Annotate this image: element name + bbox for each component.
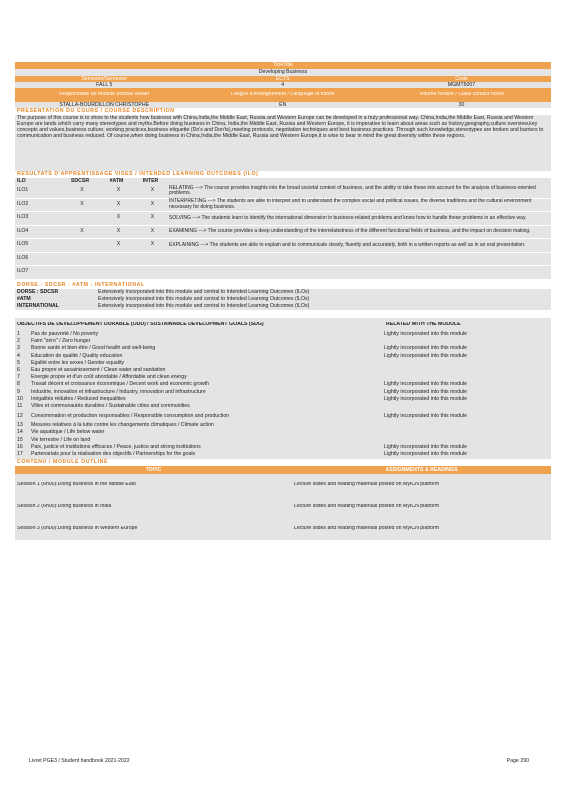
table-row: ILO2 X X X INTERPRETING ---> The students are able to interpret and to understand the complex social and political issues, the diverse traditions and the cultural environment necessary for doing business.: [15, 199, 551, 213]
col-atm: #ATM: [109, 178, 124, 184]
table-row: Session 1 (6h00):Doing business in the Middle East Lecture slides and reading materials posted on MyICN platform: [17, 481, 440, 487]
dorse-table: [15, 289, 551, 310]
list-item: 2 Faim "zéro" / Zero hunger: [17, 338, 91, 345]
presentation-text: The purpose of this course is to show to the students how business with China,India,the Middle East, Russia and Western Europe can be developed in a truly professional way. China,India,the Middle East, Russia and Western Europe are lands which carry many stereotypes and myths.Before doing business in China, India,the Middle East, Russia and Western Europe, it is imperative to learn about areas such as history,geography,culture overview,key concepts and values,business culture, working practices,business etiquette (Do's and Don'ts),meeting protocols, negotiation techniques and best business practices. Through such knowledge,stereotypes are broken and barriers to communication and business reduced. Of course,when doing business in China,India,the Middle East, Russia and Western Europe,it is wise to bear in mind the great diversity within these regions.: [15, 115, 551, 171]
content-header: [15, 466, 551, 474]
responsible-label: Responsable de module Module leader: [59, 92, 150, 98]
presentation-title: PRESENTATION DU COURS / COURSE DESCRIPTION: [17, 108, 175, 114]
volume-label: Volume horaire / Class contact hours: [419, 92, 504, 98]
list-item: 1 Pas de pauvreté / No poverty Lightly incorporated into this module: [17, 331, 468, 338]
content-title: CONTENU / MODULE OUTLINE: [17, 458, 109, 465]
list-item: 6 Eau propre et assainissement / Clean water and sanitation: [17, 367, 166, 374]
semester-value: FALL 5: [96, 82, 113, 88]
table-row: INTERNATIONAL Extensively incorporated into this module and central to Intended Learning Outcomes (ILOs): [17, 302, 310, 309]
table-row: ILO7: [15, 266, 551, 280]
footer-handbook: Livret PGE3 / Student handbook 2021-2022: [29, 758, 130, 764]
col-ilo: ILO: [17, 178, 26, 184]
assign-head: ASSIGNMENTS & READINGS: [385, 466, 458, 473]
table-row: Session 2 (6h00):Doing business in India Lecture slides and reading materials posted on MyICN platform: [17, 503, 440, 509]
module-sheet: [15, 62, 551, 540]
list-item: 11 Villes et communautés durables / Sustainable cities and communities: [17, 402, 190, 409]
sdg-header: [15, 318, 551, 332]
table-row: ILO5 X X EXPLAINING ---> The students are able to explain and to communicate clearly, fluently and accurately, both in a written reports as well as in an oral presentation.: [15, 239, 551, 253]
list-item: 7 Energie propre et d'un coût abordable / Affordable and clean energy: [17, 374, 187, 381]
list-item: 10 Inégalités réduites / Reduced inequalities Lightly incorporated into this module: [17, 395, 468, 402]
ects-label: ECTS: [275, 76, 290, 82]
list-item: 16 Paix, justice et institutions efficaces / Peace, justice and strong institutions Lightly incorporated into this module: [17, 443, 468, 450]
list-item: 14 Vie aquatique / Life below water: [17, 429, 105, 436]
sdg-title: OBJECTIFS DE DEVELOPPEMENT DURABLE (ODD) / SUSTAINABLE DEVELOPMENT GOALS (SDG): [17, 321, 264, 327]
col-inter: INTER: [142, 178, 159, 184]
course-title: Developing Business: [258, 69, 308, 75]
table-row: ILO4 X X X EXAMINING ---> The course provides a deep understanding of the interrelatedness of the different functional fields of business, and the impact on decision making.: [15, 226, 551, 240]
outcomes-table: [15, 185, 551, 280]
language-value: EN: [279, 102, 287, 108]
semester-values-row: [15, 82, 551, 88]
course-title-row: [15, 69, 551, 76]
table-row: ILO3 X X SOLVING ---> The students learn to identify the international dimension in business-related problems and know how to handle these problems in an effective way.: [15, 212, 551, 226]
col-sdcsr: SDCSR: [70, 178, 90, 184]
table-row: DORSE : SDCSR Extensively incorporated into this module and central to Intended Learning Outcomes (ILOs): [17, 288, 310, 295]
title-label: TitreTitle: [273, 62, 293, 68]
page-number: Page 290: [506, 758, 529, 764]
code-label: Code: [455, 76, 468, 82]
sdg-related-head: RELATED WITH THE MODULE: [386, 321, 461, 327]
table-row: #ATM Extensively incorporated into this module and central to Intended Learning Outcomes (ILOs): [17, 295, 310, 302]
leader-name: STALLA-BOURDILLON CHRISTOPHE: [59, 102, 150, 108]
sdg-table: [15, 318, 551, 459]
dorse-title: DORSE : SDCSR - #ATM - INTERNATIONAL: [17, 281, 145, 288]
code-value: MGMT5007: [447, 82, 476, 88]
semester-label: Semestre/Semester: [81, 76, 128, 82]
list-item: 13 Mesures relatives à la lutte contre les changements climatiques / Climate action: [17, 422, 214, 429]
list-item: 12 Consommation et production responsables / Responsible consumption and production Lightly incorporated into this module: [17, 412, 468, 419]
list-item: 9 Industrie, innovation et infrastructure / Industry, innovation and infrastructure Lightly incorporated into this module: [17, 388, 468, 395]
list-item: 5 Egalité entre les sexes / Gender equality: [17, 359, 125, 366]
list-item: 4 Education de qualité / Quality education Lightly incorporated into this module: [17, 352, 468, 359]
ects-value: 4: [281, 82, 285, 88]
table-row: ILO1 X X X RELATING ---> The course provides insights into the broad societal context of business, and the ability to take these into account for the analysis of business-oriented problems.: [15, 185, 551, 199]
hours-value: 30: [458, 102, 465, 108]
title-bar: [15, 62, 551, 69]
page-footer: [29, 759, 529, 765]
language-label: Langue d'enseignement / Language of tuition: [230, 92, 335, 98]
content-table: [15, 474, 551, 540]
table-row: ILO6: [15, 253, 551, 267]
outcomes-title: RESULTATS D'APPRENTISSAGE VISES / INTENDED LEARNING OUTCOMES (ILO): [17, 171, 259, 177]
list-item: 3 Bonne santé et bien-être / Good health and well-being Lightly incorporated into this module: [17, 345, 468, 352]
list-item: 17 Partenariats pour la réalisation des objectifs / Partnerships for the goals Lightly incorporated into this module: [17, 450, 468, 457]
list-item: 8 Travail décent et croissance économique / Decent work and economic growth Lightly incorporated into this module: [17, 381, 468, 388]
list-item: 15 Vie terrestre / Life on land: [17, 436, 91, 443]
leader-header-row: [15, 88, 551, 102]
table-row: Session 3 (6h00):Doing business in Western Europe Lecture slides and reading materials posted on MyICN platform: [17, 525, 440, 531]
outcomes-header: [15, 178, 551, 185]
topic-head: TOPIC: [145, 466, 162, 473]
